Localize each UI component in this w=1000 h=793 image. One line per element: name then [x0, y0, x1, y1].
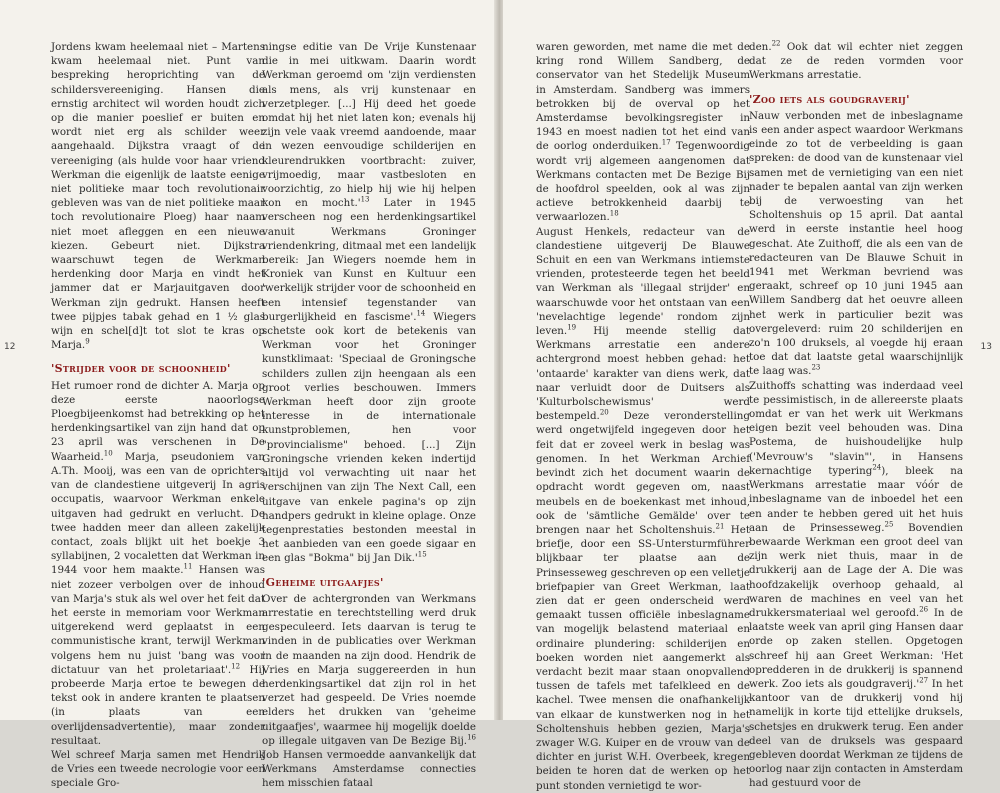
footnote-ref: 14 [416, 309, 426, 318]
section-heading: 'Geheime uitgaafjes' [262, 575, 384, 589]
footnote-ref: 9 [85, 337, 90, 346]
footnote-ref: 15 [417, 550, 427, 559]
section-heading: 'Zoo iets als goudgraverij' [749, 92, 910, 106]
paragraph: Nauw verbonden met de inbeslagname is een ander aspect waardoor Werkmans einde zo tot de verbeelding is gaan spreken: de dood van de kunstenaar viel samen met de vernietiging van een niet nader te bepalen aantal van zijn werken bij de verwoesting van het Scholtenshuis op 15 april. Dat aantal werd in eerste instantie heel hoog geschat. Ate Zuithoff, die als een van de redacteuren van De Blauwe Schuit in 1941 met Werkman bevriend was geraakt, schreef op 10 juni 1945 aan Willem Sandberg dat het oeuvre alleen het werk in particulier bezit was overgeleverd: ruim 20 schilderijen en zo'n 100 druksels, al voegde hij eraan toe dat dat laatste getal waarschijnlijk te laag was.$^{23}$ [749, 109, 963, 378]
footnote-ref: 27 [919, 676, 929, 685]
section-heading: 'Strijder voor de schoonheid' [51, 362, 231, 376]
paragraph: ningse editie van De Vrije Kunstenaar die in mei uitkwam. Daarin wordt Werkman geroemd om 'zijn verdiensten als mens, als vrij kunstenaar en verzetpleger. [...] Hij deed het goede omdat hij het niet laten kon; evenals hij zijn vele vaak vreemd aandoende, maar in wezen eenvoudige schilderijen en kleurendrukken voortbracht: zuiver, vrijmoedig, maar vastbesloten en voorzichtig, zo hielp hij wie hij helpen kon en mocht.'$^{13}$ Later in 1945 verscheen nog een herdenkingsartikel vanuit Werkmans Groninger vriendenkring, ditmaal met een landelijk bereik: Jan Wiegers noemde hem in Kroniek van Kunst en Kultuur een 'werkelijk strijder voor de schoonheid en een intensief tegenstander van burgerlijkheid en fascisme'.$^{14}$ Wiegers schetste ook kort de betekenis van Werkman voor het Groninger kunstklimaat: 'Speciaal de Groningsche schilders zullen zijn heengaan als een groot verlies beschouwen. Immers Werkman heeft door zijn groote interesse in de internationale kunstproblemen, hen voor "provincialisme" behoed. [...] Zijn Groningsche vrienden keken indertijd altijd vol verwachting uit naar het verschijnen van zijn The Next Call, een uitgave van enkele pagina's op zijn handpers gedrukt in kleine oplage. Onze tegenprestaties bestonden meestal in het aanbieden van een goede sigaar en een glas "Bokma" bij Jan Dik.'$^{15}$ [262, 41, 476, 565]
paragraph: Het rumoer rond de dichter A. Marja op deze eerste naoorlogse Ploegbijeenkomst had betrekking op het herdenkingsartikel van zijn hand dat op 23 april was verschenen in De Waarheid.$^{10}$ Marja, pseudoniem van A.Th. Mooij, was een van de oprichters van de clandestiene uitgeverij In agris occupatis, waarvoor Werkman enkele uitgaven had gedrukt en verlucht. De twee hadden meer dan alleen zakelijk contact, zoals blijkt uit het boekje 3 syllabijnen, 2 vocaletten dat Werkman in 1944 voor hem maakte.$^{11}$ Hansen was niet zozeer verbolgen over de inhoud van Marja's stuk als wel over het feit dat het eerste in memoriam voor Werkman uitgerekend werd geplaatst in een communistische krant, terwijl Werkman volgens hem nu juist 'bang was voor dictatuur van het proletariaat'.$^{12}$ Hij probeerde Marja ertoe te bewegen de tekst ook in andere kranten te plaatsen (in plaats van een overlijdensadvertentie), maar zonder resultaat. [51, 379, 266, 747]
paragraph: waren geworden, met name die met de kring rond Willem Sandberg, de conservator van het Stedelijk Museum in Amsterdam. Sandberg was immers betrokken bij de overval op het Amsterdamse bevolkingsregister in 1943 en moest nadien tot het eind van de oorlog onderduiken.$^{17}$ Tegenwoordig wordt vrij algemeen aangenomen dat Werkmans contacten met De Bezige Bij de hoofdrol speelden, ook al was zijn actieve betrokkenheid daarbij te verwaarlozen.$^{18}$ [536, 41, 750, 224]
paragraph: August Henkels, redacteur van de clandestiene uitgeverij De Blauwe Schuit en een van Werkmans intiemste vrienden, protesteerde tegen het beeld van Werkman als 'illegaal strijder' en waarschuwde voor het ontstaan van een 'nevelachtige legende' rondom zijn leven.$^{19}$ Hij meende stellig dat Werkmans arrestatie een andere achtergrond moest hebben gehad: het 'ontaarde' karakter van diens werk, dat naar verluidt door de Duitsers als 'Kulturbolschewismus' werd bestempeld.$^{20}$ Deze veronderstelling werd ongetwijfeld ingegeven door het feit dat er zoveel werk in beslag was genomen. In het Werkman Archief bevindt zich het document waarin de opdracht wordt gegeven om, naast meubels en de boekenkast met inhoud, ook de 'sämtliche Gemälde' over te brengen naar het Scholtenshuis.$^{21}$ Het briefje, door een SS-Untersturmführer blijkbaar ter plaatse aan de Prinsesseweg geschreven op een velletje briefpapier van Greet Werkman, laat zien dat er geen onderscheid werd gemaakt tussen officiële inbeslagname van mogelijk belastend materiaal en ordinaire plundering: schilderijen en boeken worden niet aangemerkt als verdacht bezit maar staan onopvallend tussen de tafels met tafelkleed en de kachel. Twee mensen die onafhankelijk van elkaar de kunstwerken nog in het Scholtenshuis hebben gezien, Marja's zwager W.G. Kuiper en de vrouw van de dichter en jurist W.H. Overbeek, kregen beiden te horen dat de werken op het punt stonden vernietigd te wor- [536, 225, 750, 792]
left-column-1 [51, 40, 266, 790]
footnote-ref: 26 [919, 605, 929, 614]
footnote-ref: 10 [103, 449, 113, 458]
right-column-1 [536, 40, 750, 792]
page-number-left: 12 [4, 342, 16, 352]
right-column-2 [749, 39, 964, 790]
footnote-ref: 19 [567, 323, 577, 332]
right-page [503, 0, 1000, 792]
footnote-ref: 16 [467, 733, 476, 742]
footnote-ref: 17 [661, 139, 671, 147]
footnote-ref: 23 [811, 364, 821, 373]
footnote-ref: 11 [183, 562, 193, 571]
page-number-right: 13 [980, 342, 992, 352]
paragraph: Over de achtergronden van Werkmans arrestatie en terechtstelling werd druk gespeculeerd. Iets daarvan is terug te vinden in de publicaties over Werkman in de maanden na zijn dood. Hendrik de Vries en Marja suggereerden in hun herdenkingsartikel dat zijn rol in het verzet had gespeeld. De Vries noemde elders het drukken van 'geheime uitgaafjes', waarmee hij mogelijk doelde op illegale uitgaven van De Bezige Bij.$^{16}$ Job Hansen vermoedde aanvankelijk dat Werkmans Amsterdamse connecties hem misschien fataal [262, 592, 476, 790]
footnote-ref: 25 [884, 520, 894, 529]
paragraph: den.$^{22}$ Ook dat wil echter niet zeggen dat ze de reden vormden voor Werkmans arrestatie. [749, 39, 963, 82]
paragraph: Wel schreef Marja samen met Hendrik de Vries een tweede necrologie voor een speciale Gro- [51, 748, 265, 790]
footnote-ref: 22 [771, 39, 781, 48]
footnote-ref: 13 [360, 195, 370, 204]
footnote-ref: 20 [599, 408, 609, 417]
footnote-ref: 18 [609, 210, 619, 219]
paragraph: Zuithoffs schatting was inderdaad veel te pessimistisch, in de allereerste plaats omdat er van het werk uit Werkmans eigen bezit veel behouden was. Dina Postema, de huishoudelijke hulp ('Mevrouw's "slavin"', in Hansens kernachtige typering$^{24}$), bleek na Werkmans arrestatie maar vóór de inbeslagname van de inboedel het een en ander te hebben gered uit het huis aan de Prinsesseweg.$^{25}$ Bovendien bewaarde Werkman een groot deel van zijn werk niet thuis, maar in de drukkerij aan de Lage der A. Die was hoofdzakelijk overhoop gehaald, al waren de machines en veel van het drukkersmateriaal wel geroofd.$^{26}$ In de laatste week van april ging Hansen daar orde op zaken stellen. Opgetogen schreef hij aan Greet Werkman: 'Het opredderen in de drukkerij is spannend werk. Zoo iets als goudgraverij.'$^{27}$ In het kantoor van de drukkerij vond hij namelijk in korte tijd ettelijke druksels, schetsjes en drukwerk terug. Een ander deel van de druksels was gespaard gebleven doordat Werkman ze tijdens de oorlog naar zijn contacten in Amsterdam had gestuurd voor de [749, 379, 964, 790]
footnote-ref: 21 [715, 522, 725, 531]
footnote-ref: 12 [231, 662, 241, 671]
left-column-2 [262, 40, 476, 790]
left-page [0, 0, 497, 790]
paragraph: Jordens kwam heelemaal niet – Martens kwam heelemaal niet. Punt van bespreking heroprichting van de schildersvereeniging. Hansen die ernstig architect wil worden houdt zich op die manier poeslief er buiten en wordt niet erg als schilder weer aangehaald. Dijkstra vraagt of de vereeniging (als hulde voor haar vriend Werkman die eigenlijk de laatste eenige niet politieke maar toch revolutionair gebleven was van de niet politieke maar toch revolutionaire Ploeg) haar naam niet moet afleggen en een nieuwe kiezen. Gebeurt niet. Dijkstra waarschuwt tegen de Werkman herdenking door Marja en vindt het jammer dat er Marjauitgaven door Werkman zijn gedrukt. Hansen heeft twee pijpjes tabak gehad en 1 ½ glas wijn en schel[d]t tot slot te kras op Marja.$^9$ [51, 41, 265, 352]
footnote-ref: 24 [872, 463, 882, 472]
